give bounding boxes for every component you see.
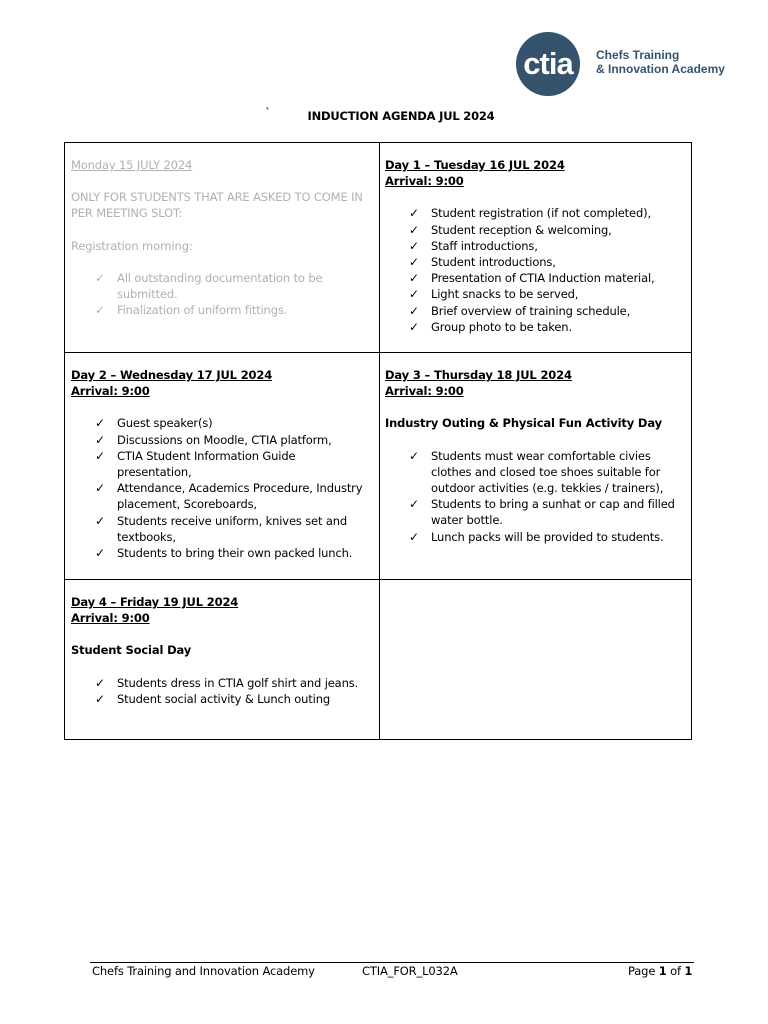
checkmark-icon: ✓ — [95, 270, 105, 285]
item-text: Student social activity & Lunch outing — [117, 691, 331, 706]
item-text: Student reception & welcoming, — [431, 222, 612, 237]
list-item — [71, 545, 373, 561]
cell-day-1 — [385, 157, 687, 335]
item-text: Guest speaker(s) — [117, 416, 213, 431]
day1-arrival: Arrival: 9:00 — [385, 174, 464, 189]
page-prefix: Page — [628, 964, 659, 978]
item-text: Discussions on Moodle, CTIA platform, — [117, 432, 332, 447]
list-item — [71, 513, 373, 545]
day4-heading: Day 4 – Friday 19 JUL 2024 — [71, 595, 239, 609]
item-text: Presentation of CTIA Induction material, — [431, 271, 655, 286]
list-item — [71, 302, 373, 318]
checkmark-icon: ✓ — [95, 675, 105, 690]
document-title: INDUCTION AGENDA JUL 2024 — [307, 109, 495, 123]
list-item — [385, 319, 687, 335]
checkmark-icon: ✓ — [409, 287, 419, 302]
item-text: Student registration (if not completed), — [431, 206, 651, 221]
footer-rule — [90, 962, 694, 963]
day2-heading: Day 2 – Wednesday 17 JUL 2024 — [71, 368, 273, 382]
checkmark-icon: ✓ — [409, 448, 419, 463]
list-item — [385, 286, 687, 302]
cell-monday — [71, 157, 373, 318]
day1-heading: Day 1 – Tuesday 16 JUL 2024 — [385, 158, 565, 172]
page-of: of — [666, 964, 685, 978]
day2-arrival: Arrival: 9:00 — [71, 384, 150, 399]
cell-day-4 — [71, 594, 373, 707]
list-item — [71, 480, 373, 512]
day4-list — [71, 675, 373, 707]
item-text: Group photo to be taken. — [431, 319, 572, 334]
item-text: Staff introductions, — [431, 238, 538, 253]
item-text: Students dress in CTIA golf shirt and jeans. — [117, 675, 359, 690]
day3-list — [385, 448, 687, 545]
cell-empty — [385, 594, 687, 734]
page-num: 1 — [658, 964, 667, 978]
item-text: Attendance, Academics Procedure, Industry placement, Scoreboards, — [117, 481, 363, 512]
item-text: Student introductions, — [431, 255, 556, 270]
day4-theme: Student Social Day — [71, 643, 192, 658]
cell-day-2 — [71, 367, 373, 561]
monday-heading: Monday 15 JULY 2024 — [71, 158, 193, 172]
checkmark-icon: ✓ — [409, 206, 419, 221]
checkmark-icon: ✓ — [95, 546, 105, 561]
day3-theme: Industry Outing & Physical Fun Activity Day — [385, 416, 662, 431]
item-text: Students to bring their own packed lunch. — [117, 546, 353, 561]
checkmark-icon: ✓ — [95, 432, 105, 447]
monday-subheading: Registration morning: — [71, 238, 193, 253]
list-item — [385, 496, 687, 528]
checkmark-icon: ✓ — [409, 238, 419, 253]
item-text: Students to bring a sunhat or cap and filled water bottle. — [431, 497, 675, 528]
day2-list — [71, 415, 373, 561]
item-text: Students must wear comfortable civies clothes and closed toe shoes suitable for outdoor activities (e.g. tekkies / trainers), — [431, 448, 664, 496]
list-item — [71, 448, 373, 480]
logo-mark: ctia — [516, 32, 580, 96]
list-item — [385, 254, 687, 270]
checkmark-icon: ✓ — [95, 303, 105, 318]
stray-backtick: ` — [265, 106, 271, 120]
item-text: Light snacks to be served, — [431, 287, 579, 302]
item-text: Brief overview of training schedule, — [431, 303, 631, 318]
cell-day-3 — [385, 367, 687, 545]
list-item — [385, 529, 687, 545]
checkmark-icon: ✓ — [409, 271, 419, 286]
agenda-table — [64, 142, 692, 740]
checkmark-icon: ✓ — [95, 513, 105, 528]
list-item — [385, 222, 687, 238]
checkmark-icon: ✓ — [409, 303, 419, 318]
page-total: 1 — [684, 964, 693, 978]
list-item — [385, 303, 687, 319]
list-item — [71, 432, 373, 448]
item-text: Students receive uniform, knives set and textbooks, — [117, 513, 348, 544]
checkmark-icon: ✓ — [409, 497, 419, 512]
column-divider — [379, 143, 380, 739]
list-item — [385, 238, 687, 254]
checkmark-icon: ✓ — [409, 319, 419, 334]
monday-list — [71, 270, 373, 319]
footer-org: Chefs Training and Innovation Academy — [92, 964, 315, 978]
list-item — [71, 691, 373, 707]
checkmark-icon: ✓ — [95, 448, 105, 463]
item-text: Finalization of uniform fittings. — [117, 303, 288, 318]
list-item — [71, 675, 373, 691]
ctia-logo — [514, 30, 744, 96]
list-item — [71, 270, 373, 302]
day3-heading: Day 3 – Thursday 18 JUL 2024 — [385, 368, 572, 382]
checkmark-icon: ✓ — [95, 416, 105, 431]
day4-arrival: Arrival: 9:00 — [71, 611, 150, 626]
item-text: Lunch packs will be provided to students. — [431, 529, 664, 544]
checkmark-icon: ✓ — [409, 529, 419, 544]
logo-wordmark — [596, 48, 725, 76]
row-divider — [65, 352, 691, 353]
item-text: All outstanding documentation to be submitted. — [117, 270, 323, 302]
list-item — [385, 448, 687, 497]
checkmark-icon: ✓ — [95, 691, 105, 706]
monday-note: ONLY FOR STUDENTS THAT ARE ASKED TO COME IN PER MEETING SLOT: — [71, 190, 363, 221]
checkmark-icon: ✓ — [95, 481, 105, 496]
list-item — [385, 205, 687, 221]
checkmark-icon: ✓ — [409, 222, 419, 237]
footer-doc-code: CTIA_FOR_L032A — [362, 964, 458, 978]
item-text: CTIA Student Information Guide presentation, — [117, 448, 296, 480]
logo-line-2: & Innovation Academy — [596, 62, 725, 76]
footer-page-number — [628, 964, 692, 978]
day3-arrival: Arrival: 9:00 — [385, 384, 464, 399]
checkmark-icon: ✓ — [409, 255, 419, 270]
list-item — [385, 270, 687, 286]
day1-list — [385, 205, 687, 335]
list-item — [71, 415, 373, 431]
row-divider — [65, 579, 691, 580]
logo-line-1: Chefs Training — [596, 48, 680, 62]
